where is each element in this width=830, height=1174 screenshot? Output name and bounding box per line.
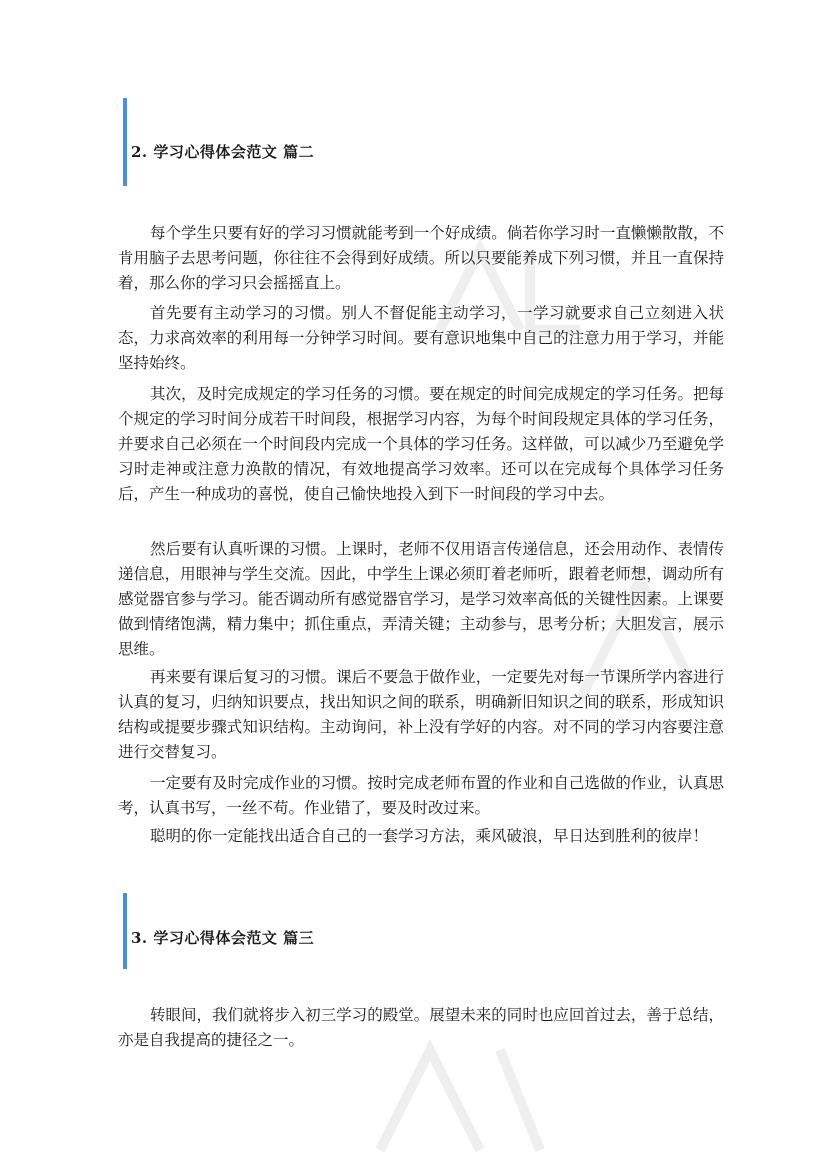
section-title: 2. 学习心得体会范文 篇二	[131, 143, 315, 161]
paragraph: 首先要有主动学习的习惯。别人不督促能主动学习，一学习就要求自己立刻进入状态，力求高效率的利用每一分钟学习时间。要有意识地集中自己的注意力用于学习，并能坚持始终。	[118, 304, 724, 372]
paragraph: 每个学生只要有好的学习习惯就能考到一个好成绩。倘若你学习时一直懒懒散散，不肯用脑子去思考问题，你往往不会得到好成绩。所以只要能养成下列习惯，并且一直保持着，那么你的学习只会摇摇直上。	[118, 224, 724, 292]
heading-accent-bar	[123, 98, 127, 186]
paragraph: 转眼间，我们就将步入初三学习的殿堂。展望未来的同时也应回首过去，善于总结，亦是自我提高的捷径之一。	[118, 1006, 724, 1049]
paragraph: 聪明的你一定能找出适合自己的一套学习方法，乘风破浪，早日达到胜利的彼岸！	[150, 827, 709, 845]
heading-accent-bar	[123, 893, 127, 969]
paragraph: 再来要有课后复习的习惯。课后不要急于做作业，一定要先对每一节课所学内容进行认真的复习，归纳知识要点，找出知识之间的联系，明确新旧知识之间的联系，形成知识结构或提要步骤式知识结构。主动询问，补上没有学好的内容。对不同的学习内容要注意进行交替复习。	[118, 668, 724, 761]
paragraph: 其次，及时完成规定的学习任务的习惯。要在规定的时间完成规定的学习任务。把每个规定的学习时间分成若干时间段，根据学习内容，为每个时间段规定具体的学习任务，并要求自己必须在一个时间段内完成一个具体的学习任务。这样做，可以减少乃至避免学习时走神或注意力涣散的情况，有效地提高学习效率。还可以在完成每个具体学习任务后，产生一种成功的喜悦，使自己愉快地投入到下一时间段的学习中去。	[118, 385, 724, 503]
paragraph: 一定要有及时完成作业的习惯。按时完成老师布置的作业和自己选做的作业，认真思考，认真书写，一丝不苟。作业错了，要及时改过来。	[118, 774, 724, 817]
section-heading-2	[123, 98, 723, 186]
section-heading-3	[123, 893, 723, 969]
paragraph: 然后要有认真听课的习惯。上课时，老师不仅用语言传递信息，还会用动作、表情传递信息，用眼神与学生交流。因此，中学生上课必须盯着老师听，跟着老师想，调动所有感觉器官参与学习。能否调动所有感觉器官学习，是学习效率高低的关键性因素。上课要做到情绪饱满，精力集中；抓住重点，弄清关键；主动参与，思考分析；大胆发言，展示思维。	[118, 540, 724, 658]
section-title: 3. 学习心得体会范文 篇三	[131, 929, 315, 947]
